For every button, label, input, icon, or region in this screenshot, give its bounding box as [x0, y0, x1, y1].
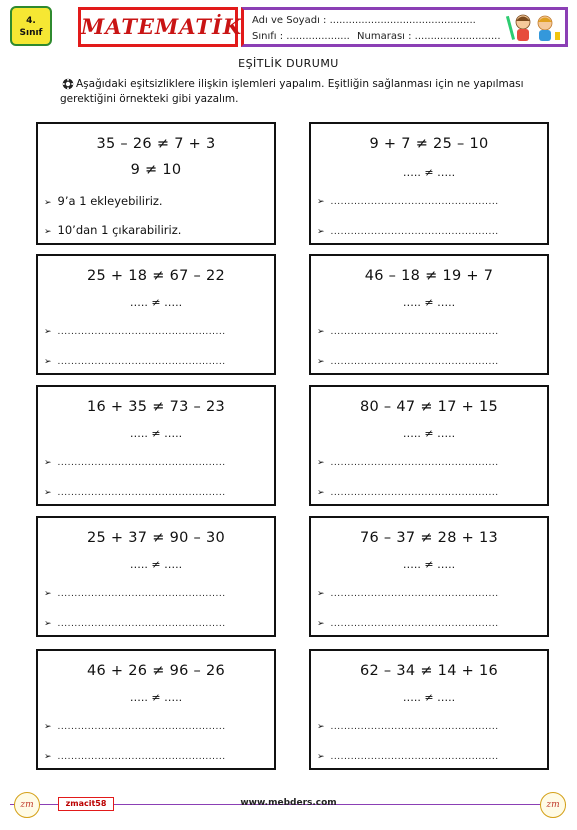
class-field[interactable] [252, 31, 501, 42]
site-link[interactable]: www.mebders.com [240, 798, 337, 808]
answer-line[interactable]: ➢ .................................................. [317, 619, 499, 629]
answer-placeholder[interactable]: ….. ≠ ….. [129, 427, 183, 440]
answer-placeholder[interactable]: ….. ≠ ….. [402, 296, 456, 309]
example-card [36, 122, 276, 245]
arrow-bullet-icon: ➢ [44, 327, 52, 337]
arrow-bullet-icon: ➢ [317, 752, 325, 762]
arrow-bullet-icon: ➢ [317, 619, 325, 629]
logo-badge-right: zm [540, 792, 566, 818]
class-field-label: Sınıfı : .................... [252, 31, 350, 42]
arrow-bullet-icon: ➢ [317, 589, 325, 599]
name-field[interactable]: Adı ve Soyadı : .............................................. [252, 15, 476, 26]
grade-word: Sınıf [19, 28, 43, 38]
answer-text: 10’dan 1 çıkarabiliriz. [57, 223, 182, 237]
equation: 25 + 37 ≠ 90 – 30 [86, 530, 226, 546]
answer-line[interactable]: ➢ .................................................. [44, 488, 226, 498]
arrow-bullet-icon: ➢ [44, 488, 52, 498]
children-illustration-icon [505, 12, 561, 46]
arrow-bullet-icon: ➢ [317, 722, 325, 732]
exercise-card [36, 254, 276, 375]
logo-badge-left: zm [14, 792, 40, 818]
arrow-bullet-icon: ➢ [44, 357, 52, 367]
answer-line[interactable]: ➢ .................................................. [317, 197, 499, 207]
answer-placeholder[interactable]: ….. ≠ ….. [402, 427, 456, 440]
answer-line[interactable]: ➢ .................................................. [44, 589, 226, 599]
equation: 35 – 26 ≠ 7 + 3 [96, 136, 216, 152]
answer-line[interactable]: ➢ .................................................. [44, 357, 226, 367]
answer-line[interactable]: ➢ .................................................. [317, 327, 499, 337]
arrow-bullet-icon: ➢ [44, 458, 52, 468]
answer-line [44, 194, 163, 208]
answer-line[interactable]: ➢ .................................................. [317, 227, 499, 237]
answer-placeholder[interactable]: ….. ≠ ….. [129, 296, 183, 309]
answer-line[interactable]: ➢ .................................................. [317, 458, 499, 468]
answer-line[interactable]: ➢ .................................................. [317, 722, 499, 732]
arrow-bullet-icon: ➢ [317, 327, 325, 337]
equation: 25 + 18 ≠ 67 – 22 [86, 268, 226, 284]
page-heading: EŞİTLİK DURUMU [238, 57, 339, 70]
answer-placeholder[interactable]: ….. ≠ ….. [402, 166, 456, 179]
grade-number: 4. [26, 16, 36, 26]
answer-line[interactable]: ➢ .................................................. [44, 619, 226, 629]
simplified-equation: 9 ≠ 10 [130, 162, 182, 178]
arrow-bullet-icon: ➢ [44, 198, 52, 208]
equation: 76 – 37 ≠ 28 + 13 [359, 530, 499, 546]
subject-title: MATEMATİK [78, 7, 238, 47]
arrow-bullet-icon: ➢ [44, 752, 52, 762]
arrow-bullet-icon: ➢ [317, 227, 325, 237]
answer-line[interactable]: ➢ .................................................. [44, 327, 226, 337]
answer-line[interactable]: ➢ .................................................. [317, 752, 499, 762]
arrow-bullet-icon: ➢ [44, 227, 52, 237]
answer-text: 9’a 1 ekleyebiliriz. [57, 194, 163, 208]
answer-line[interactable]: ➢ .................................................. [44, 458, 226, 468]
arrow-bullet-icon: ➢ [44, 619, 52, 629]
arrow-bullet-icon: ➢ [317, 488, 325, 498]
number-field-label: Numarası : ........................... [357, 31, 501, 42]
grade-badge [10, 6, 52, 46]
equation: 16 + 35 ≠ 73 – 23 [86, 399, 226, 415]
answer-line[interactable]: ➢ .................................................. [44, 722, 226, 732]
answer-placeholder[interactable]: ….. ≠ ….. [402, 558, 456, 571]
answer-line[interactable]: ➢ .................................................. [44, 752, 226, 762]
exercise-card [309, 254, 549, 375]
answer-line[interactable]: ➢ .................................................. [317, 589, 499, 599]
instruction-text: Aşağıdaki eşitsizliklere ilişkin işlemleri yapalım. Eşitliğin sağlanması için ne yapılması gerektiğini örnekteki gibi yazalım. [60, 78, 524, 105]
exercise-card [309, 649, 549, 770]
answer-line[interactable]: ➢ .................................................. [317, 357, 499, 367]
exercise-card [36, 649, 276, 770]
equation: 46 + 26 ≠ 96 – 26 [86, 663, 226, 679]
answer-placeholder[interactable]: ….. ≠ ….. [129, 558, 183, 571]
answer-line [44, 223, 181, 237]
exercise-card [309, 385, 549, 506]
student-info-box [241, 7, 568, 47]
equation: 46 – 18 ≠ 19 + 7 [364, 268, 494, 284]
arrow-bullet-icon: ➢ [44, 722, 52, 732]
arrow-bullet-icon: ➢ [44, 589, 52, 599]
equation: 9 + 7 ≠ 25 – 10 [369, 136, 489, 152]
answer-placeholder[interactable]: ….. ≠ ….. [402, 691, 456, 704]
answer-placeholder[interactable]: ….. ≠ ….. [129, 691, 183, 704]
answer-line[interactable]: ➢ .................................................. [317, 488, 499, 498]
equation: 62 – 34 ≠ 14 + 16 [359, 663, 499, 679]
arrow-bullet-icon: ➢ [317, 197, 325, 207]
exercise-card [309, 122, 549, 245]
exercise-card [36, 516, 276, 637]
exercise-card [309, 516, 549, 637]
arrow-bullet-icon: ➢ [317, 458, 325, 468]
equation: 80 – 47 ≠ 17 + 15 [359, 399, 499, 415]
exercise-card [36, 385, 276, 506]
arrow-bullet-icon: ➢ [317, 357, 325, 367]
author-code: zmacit58 [58, 797, 114, 811]
